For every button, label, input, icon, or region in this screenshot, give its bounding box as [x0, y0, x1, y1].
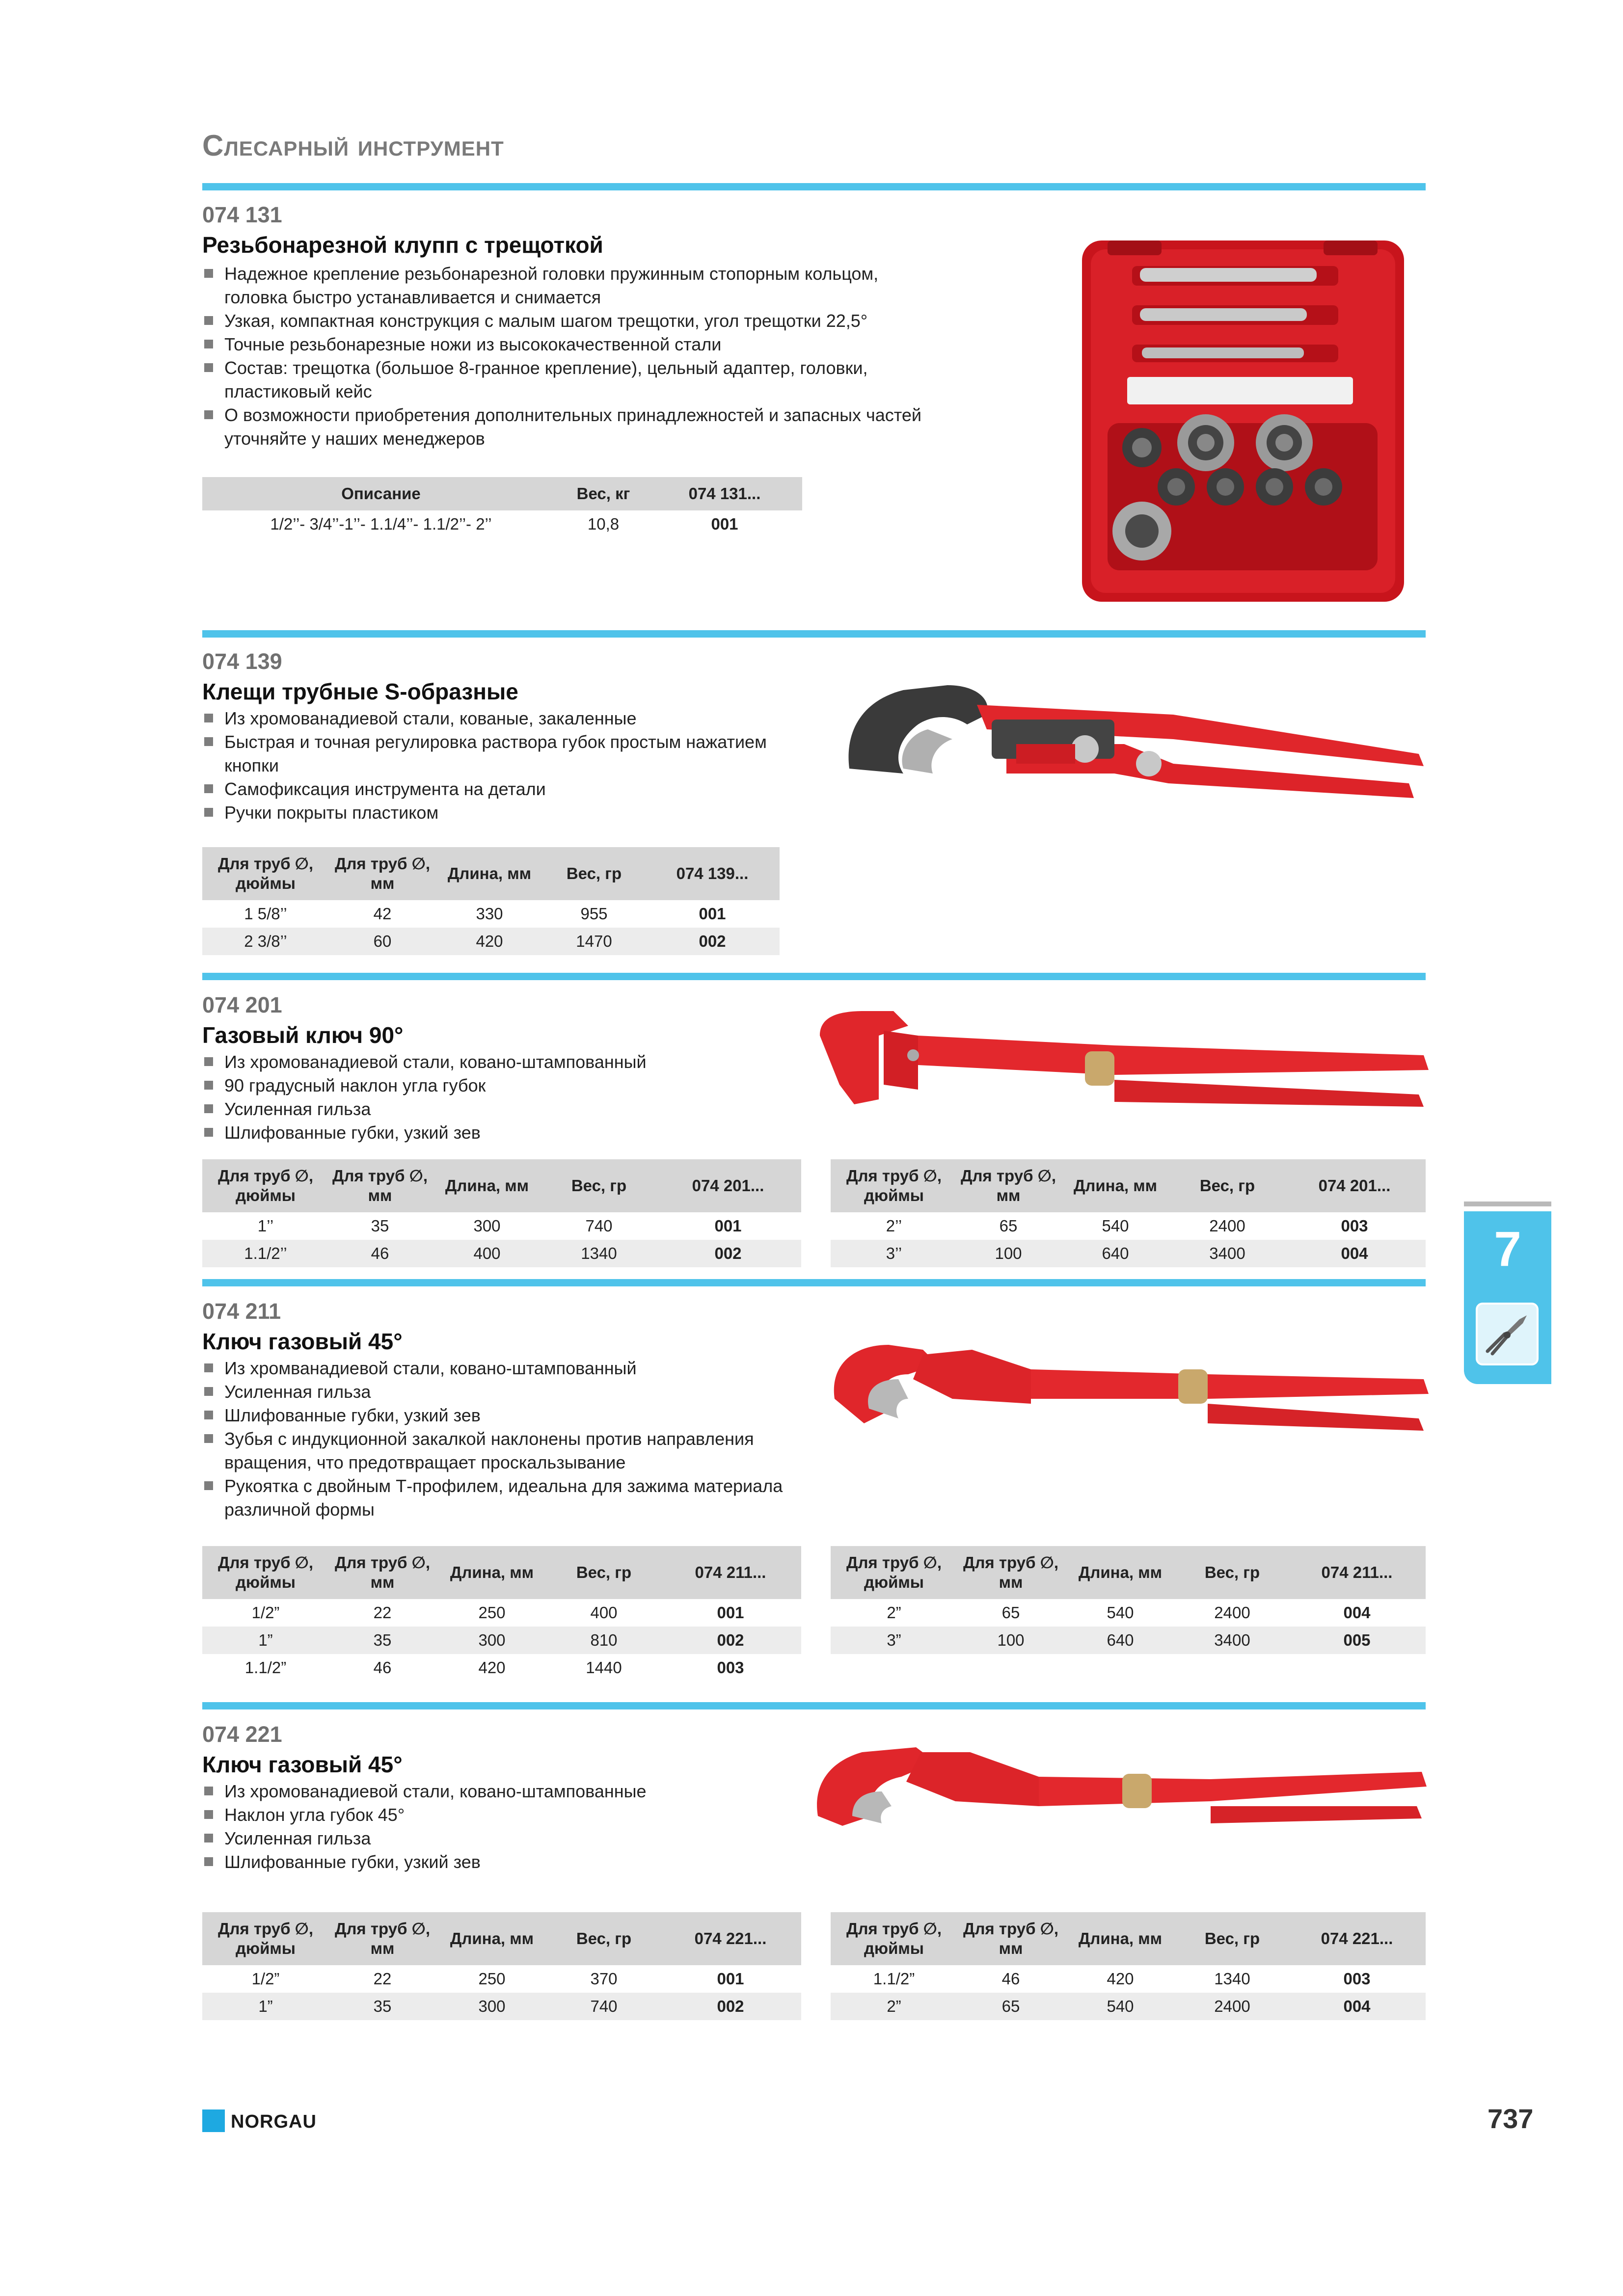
spec-table [202, 477, 802, 538]
table-cell: 250 [478, 1603, 506, 1622]
product-name: Ключ газовый 45° [202, 1752, 403, 1777]
table-cell: 810 [548, 1627, 660, 1654]
pliers-icon [1476, 1303, 1539, 1365]
column-header: Для труб ∅, дюймы [831, 1159, 957, 1212]
feature-list [202, 1050, 816, 1145]
feature-list [202, 707, 816, 825]
table-row [831, 1212, 1426, 1240]
feature-list [202, 1780, 816, 1874]
feature-item: Шлифованные губки, узкий зев [202, 1850, 816, 1874]
table-cell: 2400 [1176, 1993, 1288, 2020]
feature-item: Усиленная гильза [202, 1097, 816, 1121]
feature-item: Ручки покрыты пластиком [202, 801, 816, 825]
table-cell: 46 [373, 1658, 392, 1677]
product-name: Газовый ключ 90° [202, 1022, 404, 1048]
brand-name: NORGAU [231, 2111, 317, 2132]
column-header: Для труб ∅, дюймы [831, 1546, 957, 1599]
table-cell: 1340 [1214, 1970, 1250, 1988]
column-header: Длина, мм [1064, 1546, 1176, 1599]
table-cell: 004 [1283, 1240, 1426, 1267]
table-row [202, 900, 780, 928]
table-cell: 004 [1288, 1993, 1426, 2020]
column-header: Для труб ∅, дюймы [831, 1912, 957, 1965]
section-divider [202, 1702, 1426, 1709]
feature-item: Из хромованадиевой стали, ковано-штампованный [202, 1050, 816, 1074]
table-cell: 640 [1064, 1627, 1176, 1654]
table-cell: 2” [831, 1993, 957, 2020]
page-title: Слесарный инструмент [202, 129, 504, 162]
table-cell: 2400 [1209, 1217, 1245, 1235]
table-cell: 1470 [543, 928, 645, 955]
feature-list [202, 262, 929, 451]
table-cell: 3’’ [831, 1240, 957, 1267]
column-header: Для труб ∅, дюймы [202, 1912, 329, 1965]
feature-item: Надежное крепление резьбонарезной головки пружинным стопорным кольцом, головка быстро устанавливается и снимается [202, 262, 929, 309]
product-code: 074 221 [202, 1722, 282, 1747]
column-header: Для труб ∅, дюймы [202, 847, 329, 900]
table-cell: 65 [1001, 1603, 1020, 1622]
table-cell: 005 [1288, 1627, 1426, 1654]
table-cell: 35 [371, 1217, 389, 1235]
table-header-row [202, 1912, 801, 1965]
table-cell: 001 [699, 905, 726, 923]
product-name: Клещи трубные S-образные [202, 679, 518, 704]
table-cell: 22 [373, 1970, 392, 1988]
column-header: Для труб ∅, мм [329, 847, 436, 900]
table-row [202, 928, 780, 955]
table-row [202, 510, 802, 538]
table-cell: 004 [1343, 1603, 1371, 1622]
pipe-wrench-45-image [825, 1325, 1434, 1453]
column-header: Для труб ∅, дюймы [202, 1546, 329, 1599]
table-cell: 1.1/2’’ [202, 1240, 329, 1267]
table-cell: 3” [831, 1627, 957, 1654]
table-cell: 22 [373, 1603, 392, 1622]
table-cell: 540 [1107, 1603, 1134, 1622]
table-cell: 002 [660, 1627, 801, 1654]
spec-table [831, 1159, 1426, 1267]
column-header: Для труб ∅, мм [329, 1912, 436, 1965]
feature-item: Шлифованные губки, узкий зев [202, 1404, 816, 1427]
table-cell: 002 [660, 1993, 801, 2020]
table-cell: 3400 [1176, 1627, 1288, 1654]
table-cell: 1440 [586, 1658, 622, 1677]
spec-table [831, 1912, 1426, 2020]
column-header: Вес, гр [548, 1912, 660, 1965]
table-cell: 330 [476, 905, 503, 923]
table-cell: 2 3/8’’ [202, 928, 329, 955]
column-header: 074 139... [645, 847, 780, 900]
table-cell: 001 [714, 1217, 742, 1235]
table-cell: 955 [580, 905, 608, 923]
section-divider [202, 630, 1426, 638]
s-type-pipe-pliers-image [830, 670, 1434, 818]
column-header: Для труб ∅, мм [957, 1912, 1064, 1965]
table-cell: 420 [478, 1658, 506, 1677]
spec-table [831, 1546, 1426, 1654]
spec-table [202, 847, 780, 955]
table-row [202, 1993, 801, 2020]
column-header: 074 221... [1288, 1912, 1426, 1965]
table-header-row [202, 477, 802, 510]
feature-item: Из хромованадиевой стали, ковано-штампованные [202, 1780, 816, 1803]
table-cell: 1/2” [251, 1603, 280, 1622]
threading-kit-case-image [1078, 237, 1408, 606]
column-header: Вес, гр [543, 1159, 655, 1212]
table-header-row [831, 1912, 1426, 1965]
column-header: Вес, кг [560, 477, 647, 510]
chapter-tab [1464, 1211, 1551, 1384]
table-row [202, 1599, 801, 1627]
column-header: Для труб ∅, мм [957, 1159, 1059, 1212]
table-cell: 2’’ [886, 1217, 902, 1235]
table-cell: 003 [1341, 1217, 1368, 1235]
table-header-row [202, 847, 780, 900]
table-row [202, 1965, 801, 1993]
table-cell: 001 [711, 515, 738, 533]
table-row [831, 1627, 1426, 1654]
table-cell: 42 [373, 905, 392, 923]
product-name: Ключ газовый 45° [202, 1329, 403, 1354]
spec-table [202, 1912, 801, 2020]
feature-item: Узкая, компактная конструкция с малым шагом трещотки, угол трещотки 22,5° [202, 309, 929, 333]
section-divider [202, 1279, 1426, 1286]
table-cell: 65 [999, 1217, 1018, 1235]
table-cell: 1/2” [251, 1970, 280, 1988]
spec-table [202, 1159, 801, 1267]
table-cell: 400 [431, 1240, 543, 1267]
feature-list [202, 1357, 816, 1522]
chapter-tab-line [1464, 1201, 1551, 1206]
section-divider [202, 183, 1426, 190]
feature-item: Усиленная гильза [202, 1827, 816, 1850]
table-cell: 002 [655, 1240, 801, 1267]
table-cell: 60 [329, 928, 436, 955]
column-header: Вес, гр [548, 1546, 660, 1599]
product-name: Резьбонарезной клупп с трещоткой [202, 232, 603, 258]
column-header: Вес, гр [1176, 1546, 1288, 1599]
brand-square-icon [202, 2109, 225, 2132]
table-cell: 1 5/8’’ [244, 905, 287, 923]
table-cell: 370 [590, 1970, 618, 1988]
feature-item: 90 градусный наклон угла губок [202, 1074, 816, 1097]
column-header: Для труб ∅, мм [957, 1546, 1064, 1599]
table-cell: 2400 [1214, 1603, 1250, 1622]
feature-item: Шлифованные губки, узкий зев [202, 1121, 816, 1145]
column-header: Длина, мм [431, 1159, 543, 1212]
product-code: 074 211 [202, 1299, 281, 1324]
table-cell: 35 [329, 1627, 436, 1654]
page-number: 737 [1488, 2103, 1534, 2134]
table-row [202, 1654, 801, 1682]
table-cell: 1340 [543, 1240, 655, 1267]
spec-table [202, 1546, 801, 1682]
chapter-number: 7 [1494, 1222, 1521, 1277]
table-header-row [831, 1159, 1426, 1212]
table-cell: 35 [329, 1993, 436, 2020]
table-cell: 420 [436, 928, 543, 955]
column-header: Для труб ∅, мм [329, 1159, 431, 1212]
table-cell: 10,8 [587, 515, 620, 533]
table-cell: 65 [957, 1993, 1064, 2020]
table-cell: 001 [717, 1970, 744, 1988]
table-cell: 300 [473, 1217, 501, 1235]
table-cell: 1.1/2” [873, 1970, 915, 1988]
feature-item: Из хромванадиевой стали, ковано-штампованный [202, 1357, 816, 1380]
table-cell: 740 [548, 1993, 660, 2020]
table-cell: 640 [1059, 1240, 1171, 1267]
table-cell: 1” [202, 1993, 329, 2020]
pipe-wrench-90-image [810, 1006, 1434, 1134]
column-header: Длина, мм [436, 1912, 548, 1965]
feature-item: Зубья с индукционной закалкой наклонены против направления вращения, что предотвращает проскальзывание [202, 1427, 816, 1474]
column-header: Вес, гр [1176, 1912, 1288, 1965]
column-header: 074 131... [647, 477, 802, 510]
column-header: 074 201... [655, 1159, 801, 1212]
feature-item: Из хромованадиевой стали, кованые, закаленные [202, 707, 816, 730]
column-header: Длина, мм [1059, 1159, 1171, 1212]
table-row [831, 1240, 1426, 1267]
table-cell: 46 [1001, 1970, 1020, 1988]
feature-item: Состав: трещотка (большое 8-гранное крепление), цельный адаптер, головки, пластиковый кейс [202, 356, 929, 403]
table-cell: 1’’ [257, 1217, 274, 1235]
column-header: 074 211... [660, 1546, 801, 1599]
column-header: Вес, гр [1171, 1159, 1283, 1212]
table-cell: 250 [478, 1970, 506, 1988]
column-header: Описание [202, 477, 560, 510]
product-code: 074 139 [202, 649, 282, 674]
table-cell: 1/2’’- 3/4’’-1’’- 1.1/4’’- 1.1/2’’- 2’’ [270, 515, 492, 533]
feature-item: Быстрая и точная регулировка раствора губок простым нажатием кнопки [202, 730, 816, 777]
column-header: 074 201... [1283, 1159, 1426, 1212]
table-cell: 100 [957, 1627, 1064, 1654]
table-row [202, 1240, 801, 1267]
table-cell: 2” [887, 1603, 901, 1622]
table-cell: 300 [436, 1627, 548, 1654]
table-cell: 001 [717, 1603, 744, 1622]
table-cell: 003 [717, 1658, 744, 1677]
table-row [202, 1627, 801, 1654]
table-cell: 1” [202, 1627, 329, 1654]
table-cell: 100 [957, 1240, 1059, 1267]
table-cell: 540 [1102, 1217, 1129, 1235]
column-header: Для труб ∅, дюймы [202, 1159, 329, 1212]
table-header-row [202, 1159, 801, 1212]
table-cell: 300 [436, 1993, 548, 2020]
table-row [831, 1599, 1426, 1627]
product-code: 074 201 [202, 992, 282, 1017]
feature-item: О возможности приобретения дополнительных принадлежностей и запасных частей уточняйте у наших менеджеров [202, 403, 929, 451]
table-cell: 002 [645, 928, 780, 955]
feature-item: Усиленная гильза [202, 1380, 816, 1404]
table-row [202, 1212, 801, 1240]
feature-item: Точные резьбонарезные ножи из высококачественной стали [202, 333, 929, 356]
table-cell: 3400 [1171, 1240, 1283, 1267]
section-divider [202, 973, 1426, 980]
table-cell: 420 [1107, 1970, 1134, 1988]
column-header: 074 211... [1288, 1546, 1426, 1599]
pipe-wrench-45-image [808, 1733, 1432, 1855]
product-code: 074 131 [202, 202, 282, 227]
table-cell: 46 [329, 1240, 431, 1267]
column-header: 074 221... [660, 1912, 801, 1965]
table-row [831, 1965, 1426, 1993]
table-cell: 003 [1343, 1970, 1371, 1988]
table-cell: 1.1/2” [244, 1658, 287, 1677]
column-header: Длина, мм [436, 1546, 548, 1599]
table-cell: 740 [585, 1217, 613, 1235]
table-header-row [202, 1546, 801, 1599]
table-row [831, 1993, 1426, 2020]
table-cell: 400 [590, 1603, 618, 1622]
table-cell: 540 [1064, 1993, 1176, 2020]
column-header: Длина, мм [436, 847, 543, 900]
feature-item: Самофиксация инструмента на детали [202, 777, 816, 801]
column-header: Для труб ∅, мм [329, 1546, 436, 1599]
column-header: Вес, гр [543, 847, 645, 900]
table-header-row [831, 1546, 1426, 1599]
feature-item: Рукоятка с двойным Т-профилем, идеальна для зажима материала различной формы [202, 1474, 816, 1522]
column-header: Длина, мм [1064, 1912, 1176, 1965]
feature-item: Наклон угла губок 45° [202, 1803, 816, 1827]
